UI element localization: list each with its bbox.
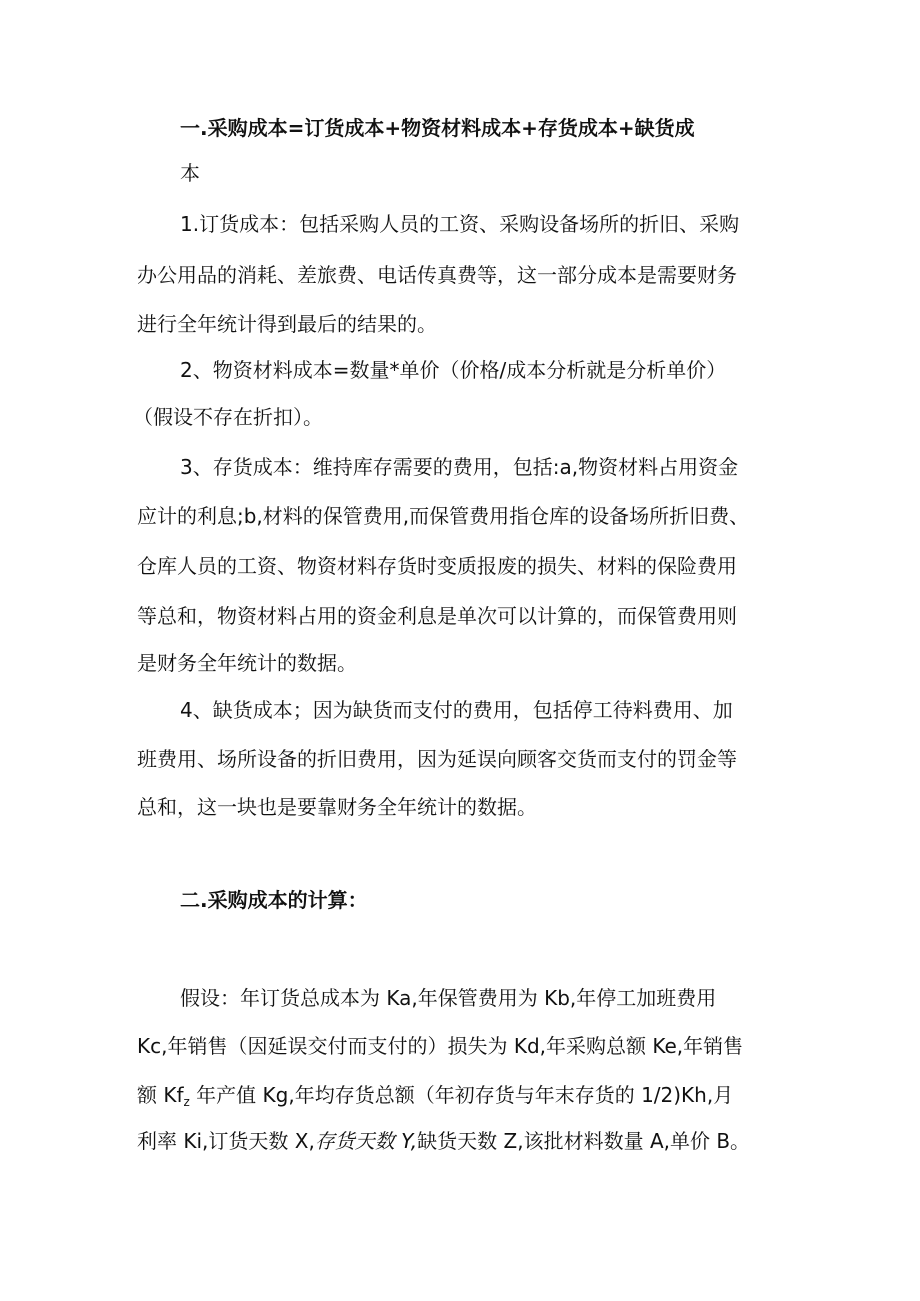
section1-title-line1: 一.采购成本=订货成本+物资材料成本+存货成本+缺货成 xyxy=(180,116,695,140)
paragraph-3-line: 仓库人员的工资、物资材料存货时变质报废的损失、材料的保险费用 xyxy=(137,554,737,578)
assumption-line xyxy=(137,1082,733,1108)
paragraph-1-line: 办公用品的消耗、差旅费、电话传真费等，这一部分成本是需要财务 xyxy=(137,263,737,287)
assumption-line: Kc,年销售（因延误交付而支付的）损失为 Kd,年采购总额 Ke,年销售 xyxy=(137,1034,744,1058)
paragraph-4-line: 总和，这一块也是要靠财务全年统计的数据。 xyxy=(137,795,537,819)
paragraph-2-line: 2、物资材料成本=数量*单价（价格/成本分析就是分析单价） xyxy=(180,358,727,382)
assumption-text: 年产值 Kg,年均存货总额（年初存货与年末存货的 1/2)Kh,月 xyxy=(189,1083,734,1107)
section2-title: 二.采购成本的计算： xyxy=(180,888,368,912)
section1-title-line2: 本 xyxy=(180,161,200,185)
paragraph-4-line: 班费用、场所设备的折旧费用，因为延误向顾客交货而支付的罚金等 xyxy=(137,747,737,771)
paragraph-2-line: （假设不存在折扣）。 xyxy=(133,405,323,429)
assumption-text: 额 Kf xyxy=(137,1083,184,1107)
assumption-text: 缺货天数 Z,该批材料数量 A,单价 B。 xyxy=(417,1129,751,1153)
paragraph-3-line: 等总和，物资材料占用的资金利息是单次可以计算的，而保管费用则 xyxy=(137,604,737,628)
paragraph-3-line: 3、存货成本：维持库存需要的费用，包括:a,物资材料占用资金 xyxy=(180,455,739,479)
assumption-line xyxy=(137,1128,750,1154)
paragraph-3-line: 是财务全年统计的数据。 xyxy=(137,651,357,675)
subscript-text: z xyxy=(183,1095,190,1109)
paragraph-1-line: 1.订货成本：包括采购人员的工资、采购设备场所的折旧、采购 xyxy=(180,212,740,236)
assumption-text: 利率 Ki,订货天数 X, xyxy=(137,1129,315,1153)
paragraph-4-line: 4、缺货成本；因为缺货而支付的费用，包括停工待料费用、加 xyxy=(180,698,733,722)
assumption-italic-text: 存货天数 Y, xyxy=(314,1129,418,1153)
assumption-line: 假设：年订货总成本为 Ka,年保管费用为 Kb,年停工加班费用 xyxy=(180,986,717,1010)
paragraph-1-line: 进行全年统计得到最后的结果的。 xyxy=(137,312,437,336)
paragraph-3-line: 应计的利息;b,材料的保管费用,而保管费用指仓库的设备场所折旧费、 xyxy=(137,504,750,528)
